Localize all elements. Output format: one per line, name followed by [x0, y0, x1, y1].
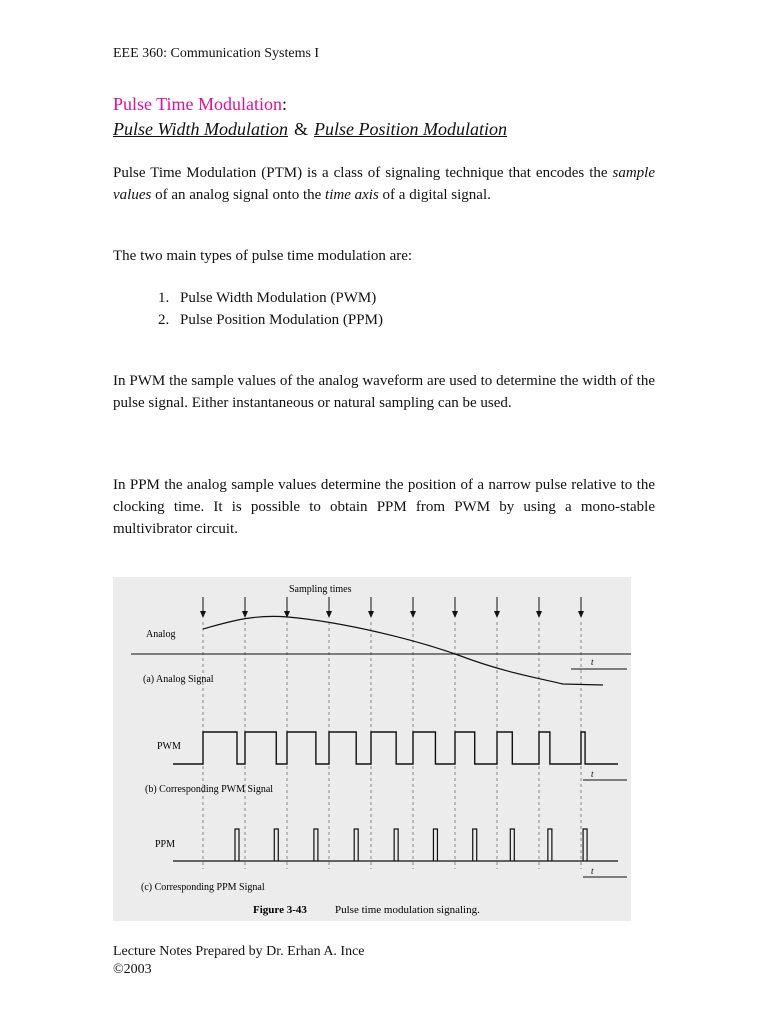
sampling-arrow-head [578, 611, 584, 618]
ppm-pulse [583, 829, 587, 861]
list-item-text: Pulse Width Modulation (PWM) [180, 290, 377, 306]
footer-author: Lecture Notes Prepared by Dr. Erhan A. Ince [113, 944, 365, 959]
list-item [158, 309, 383, 331]
ppm-pulse [433, 829, 437, 861]
sampling-arrow-head [326, 611, 332, 618]
list-item-text: Pulse Position Modulation (PPM) [180, 312, 383, 328]
ppm-t-label: t [591, 866, 594, 876]
list-item [158, 287, 383, 309]
modulation-figure [113, 577, 631, 921]
ppm-pulse [235, 829, 239, 861]
ppm-paragraph: In PPM the analog sample values determine the position of a narrow pulse relative to the clocking time. It is possible to obtain PPM from PWM by using a mono-stable multivibrator circuit. [113, 477, 655, 537]
ppm-label: PPM [155, 839, 176, 850]
analog-t-label: t [591, 657, 594, 667]
page-subtitle [113, 119, 507, 140]
sampling-arrow-head [242, 611, 248, 618]
intro-emphasis-time-axis: time axis [325, 187, 379, 203]
pwm-caption: (b) Corresponding PWM Signal [145, 784, 274, 795]
ppm-pulse [274, 829, 278, 861]
ppm-pulse [473, 829, 477, 861]
list-item-number: 2. [158, 312, 170, 328]
sampling-arrow-head [494, 611, 500, 618]
footer [113, 943, 365, 979]
ppm-caption: (c) Corresponding PPM Signal [141, 882, 265, 893]
sampling-arrow-head [452, 611, 458, 618]
ppm-pulse [548, 829, 552, 861]
ppm-pulses [235, 829, 587, 861]
intro-text-2: of an analog signal onto the [151, 187, 326, 203]
pwm-label: PWM [157, 741, 181, 752]
title-main: Pulse Time Modulation [113, 94, 283, 114]
sampling-arrow-head [200, 611, 206, 618]
subtitle-pwm: Pulse Width Modulation [113, 119, 288, 139]
intro-text-1: Pulse Time Modulation (PTM) is a class of signaling technique that encodes the [113, 165, 613, 181]
analog-caption: (a) Analog Signal [143, 674, 214, 685]
course-header: EEE 360: Communication Systems I [113, 46, 320, 61]
subtitle-ppm: Pulse Position Modulation [314, 119, 508, 139]
subtitle-ampersand: & [294, 119, 309, 139]
analog-label: Analog [146, 629, 176, 640]
types-list [158, 287, 383, 331]
pwm-waveform [173, 732, 618, 764]
ppm-pulse [354, 829, 358, 861]
sampling-arrows [200, 597, 584, 869]
title-colon: : [282, 94, 288, 114]
sampling-times-label: Sampling times [289, 584, 352, 595]
analog-waveform [203, 616, 603, 685]
ppm-pulse [314, 829, 318, 861]
figure-svg [113, 577, 631, 921]
ppm-pulse [510, 829, 514, 861]
pwm-t-label: t [591, 769, 594, 779]
types-paragraph: The two main types of pulse time modulation are: [113, 248, 413, 264]
sampling-arrow-head [536, 611, 542, 618]
intro-text-3: of a digital signal. [378, 187, 491, 203]
sampling-arrow-head [368, 611, 374, 618]
pwm-paragraph: In PWM the sample values of the analog waveform are used to determine the width of the pulse signal. Either instantaneous or natural sampling can be used. [113, 373, 655, 411]
page-title [113, 94, 287, 115]
intro-paragraph [113, 162, 655, 206]
ppm-pulse [394, 829, 398, 861]
figure-title: Pulse time modulation signaling. [335, 904, 480, 916]
list-item-number: 1. [158, 290, 170, 306]
intro-emphasis-sample-values: sample values [113, 165, 655, 203]
sampling-arrow-head [410, 611, 416, 618]
figure-number: Figure 3-43 [253, 904, 307, 916]
footer-copyright: ©2003 [113, 962, 152, 977]
